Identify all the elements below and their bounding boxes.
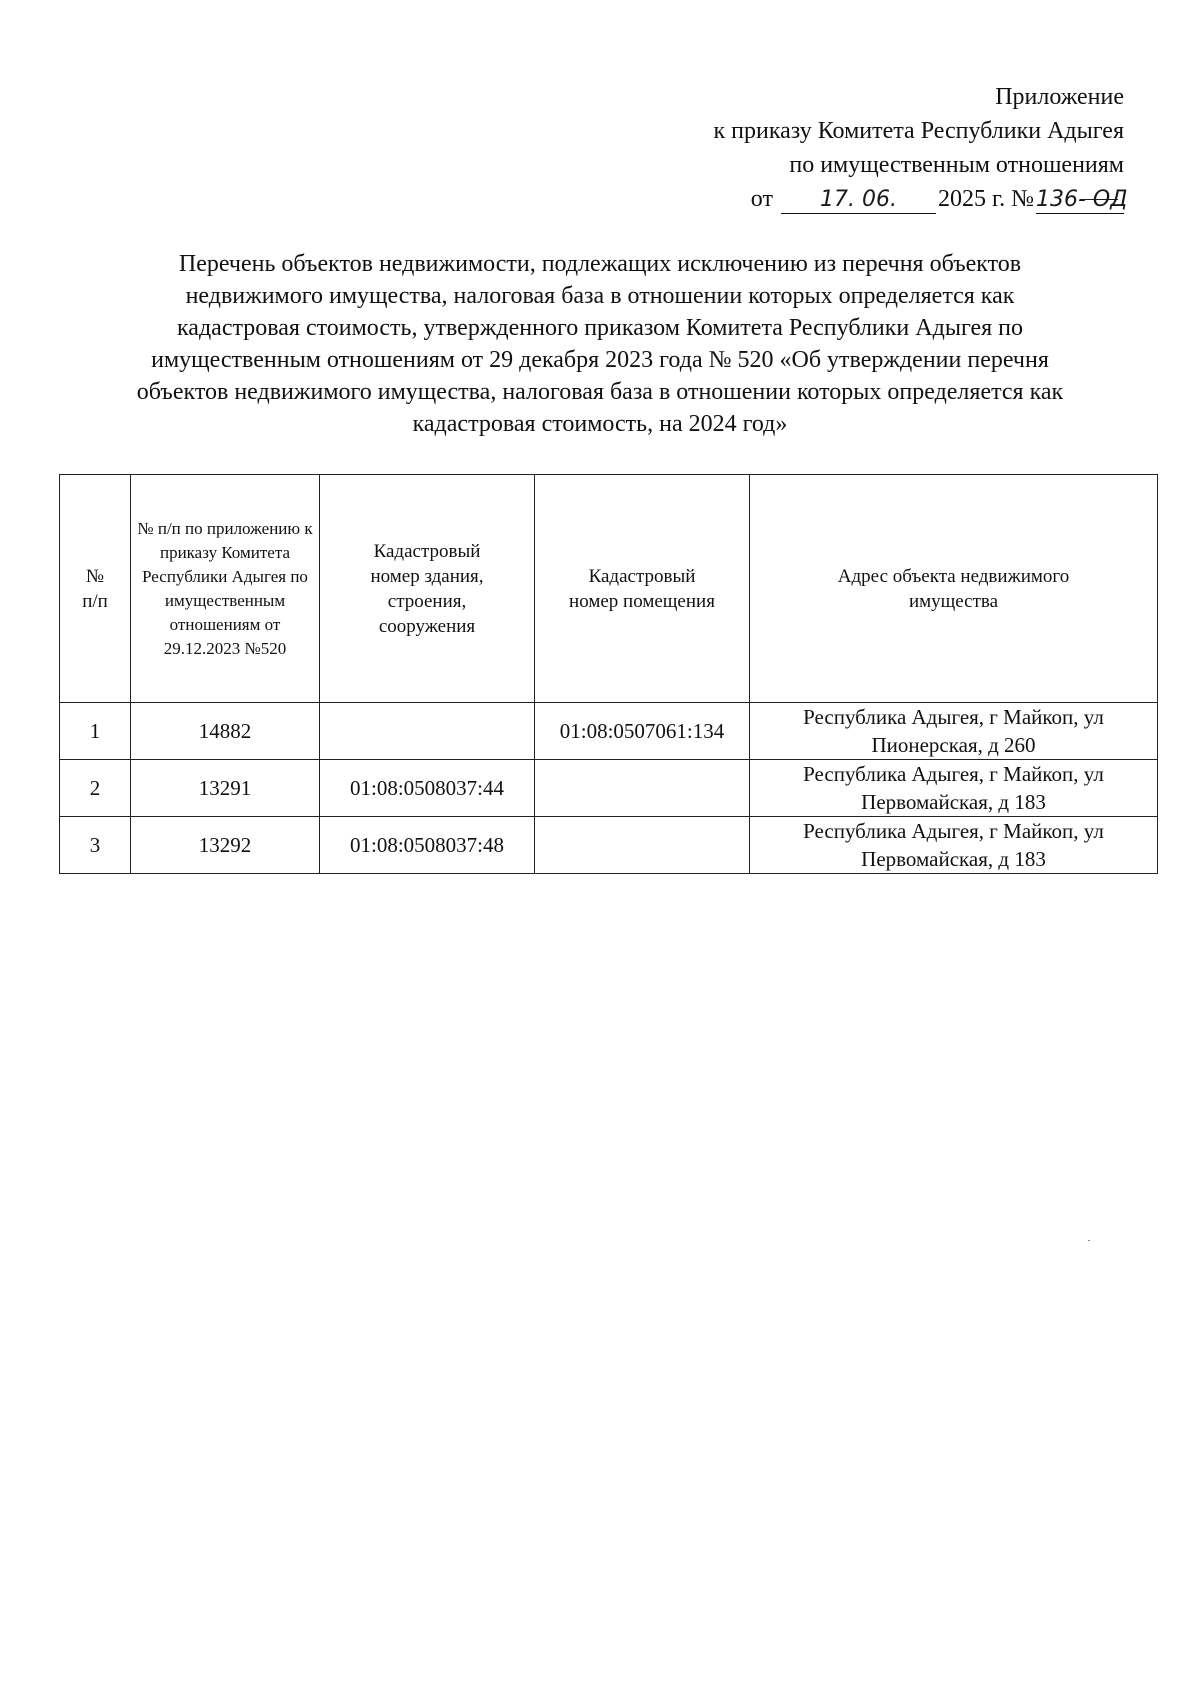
header-building-cadastral — [320, 475, 535, 703]
table-row — [60, 817, 1158, 874]
cell-building-cadastral — [320, 703, 535, 760]
header-address-text: Адрес объекта недвижимого имущества — [837, 565, 1070, 612]
header-address — [750, 475, 1158, 703]
header-row-number — [60, 475, 131, 703]
header-appendix-number — [131, 475, 320, 703]
appendix-header — [424, 80, 1128, 216]
objects-table — [59, 474, 1158, 874]
handwritten-order-number — [1036, 187, 1128, 214]
title-line: объектов недвижимого имущества, налоговая база в отношении которых определяется как — [136, 379, 1064, 405]
title-line: Перечень объектов недвижимости, подлежащих исключению из перечня объектов — [178, 251, 1022, 277]
title-line: имущественным отношениям от 29 декабря 2023 года № 520 «Об утверждении перечня — [151, 347, 1049, 373]
cell-address: Республика Адыгея, г Майкоп, ул Первомайская, д 183 — [750, 817, 1158, 874]
scan-speck — [1088, 1240, 1090, 1241]
handwritten-order-number-text: 136- ОД — [1036, 187, 1128, 212]
header-row-number-text: № п/п — [82, 565, 108, 612]
handwriting-stroke — [1080, 199, 1118, 200]
cell-premises-cadastral — [535, 760, 750, 817]
handwritten-date: 17. 06. — [781, 187, 936, 214]
header-premises-cadastral — [535, 475, 750, 703]
table-header-row — [60, 475, 1158, 703]
document-title — [40, 248, 1160, 440]
appendix-order-ref: к приказу Комитета Республики Адыгея — [713, 118, 1124, 144]
cell-address: Республика Адыгея, г Майкоп, ул Пионерская, д 260 — [750, 703, 1158, 760]
cell-address: Республика Адыгея, г Майкоп, ул Первомайская, д 183 — [750, 760, 1158, 817]
date-prefix: от — [750, 186, 773, 212]
title-line: недвижимого имущества, налоговая база в отношении которых определяется как — [185, 283, 1015, 309]
appendix-date-line — [424, 182, 1128, 216]
appendix-label: Приложение — [995, 84, 1124, 110]
cell-appendix-number: 14882 — [131, 703, 320, 760]
cell-premises-cadastral — [535, 817, 750, 874]
header-premises-cadastral-text: Кадастровый номер помещения — [569, 565, 715, 612]
cell-appendix-number: 13291 — [131, 760, 320, 817]
header-appendix-number-text: № п/п по приложению к приказу Комитета Республики Адыгея по имущественным отношениям от 29.12.2023 №520 — [137, 518, 313, 658]
appendix-committee-ref: по имущественным отношениям — [789, 152, 1124, 178]
table-row — [60, 760, 1158, 817]
cell-row-number: 1 — [60, 703, 131, 760]
table-row — [60, 703, 1158, 760]
cell-building-cadastral: 01:08:0508037:48 — [320, 817, 535, 874]
cell-row-number: 3 — [60, 817, 131, 874]
title-line: кадастровая стоимость, на 2024 год» — [412, 411, 788, 437]
header-building-cadastral-text: Кадастровый номер здания, строения, сооружения — [370, 540, 484, 637]
cell-premises-cadastral: 01:08:0507061:134 — [535, 703, 750, 760]
title-line: кадастровая стоимость, утвержденного приказом Комитета Республики Адыгея по — [177, 315, 1023, 341]
cell-row-number: 2 — [60, 760, 131, 817]
cell-building-cadastral: 01:08:0508037:44 — [320, 760, 535, 817]
cell-appendix-number: 13292 — [131, 817, 320, 874]
year-and-number-label: 2025 г. № — [937, 186, 1034, 212]
